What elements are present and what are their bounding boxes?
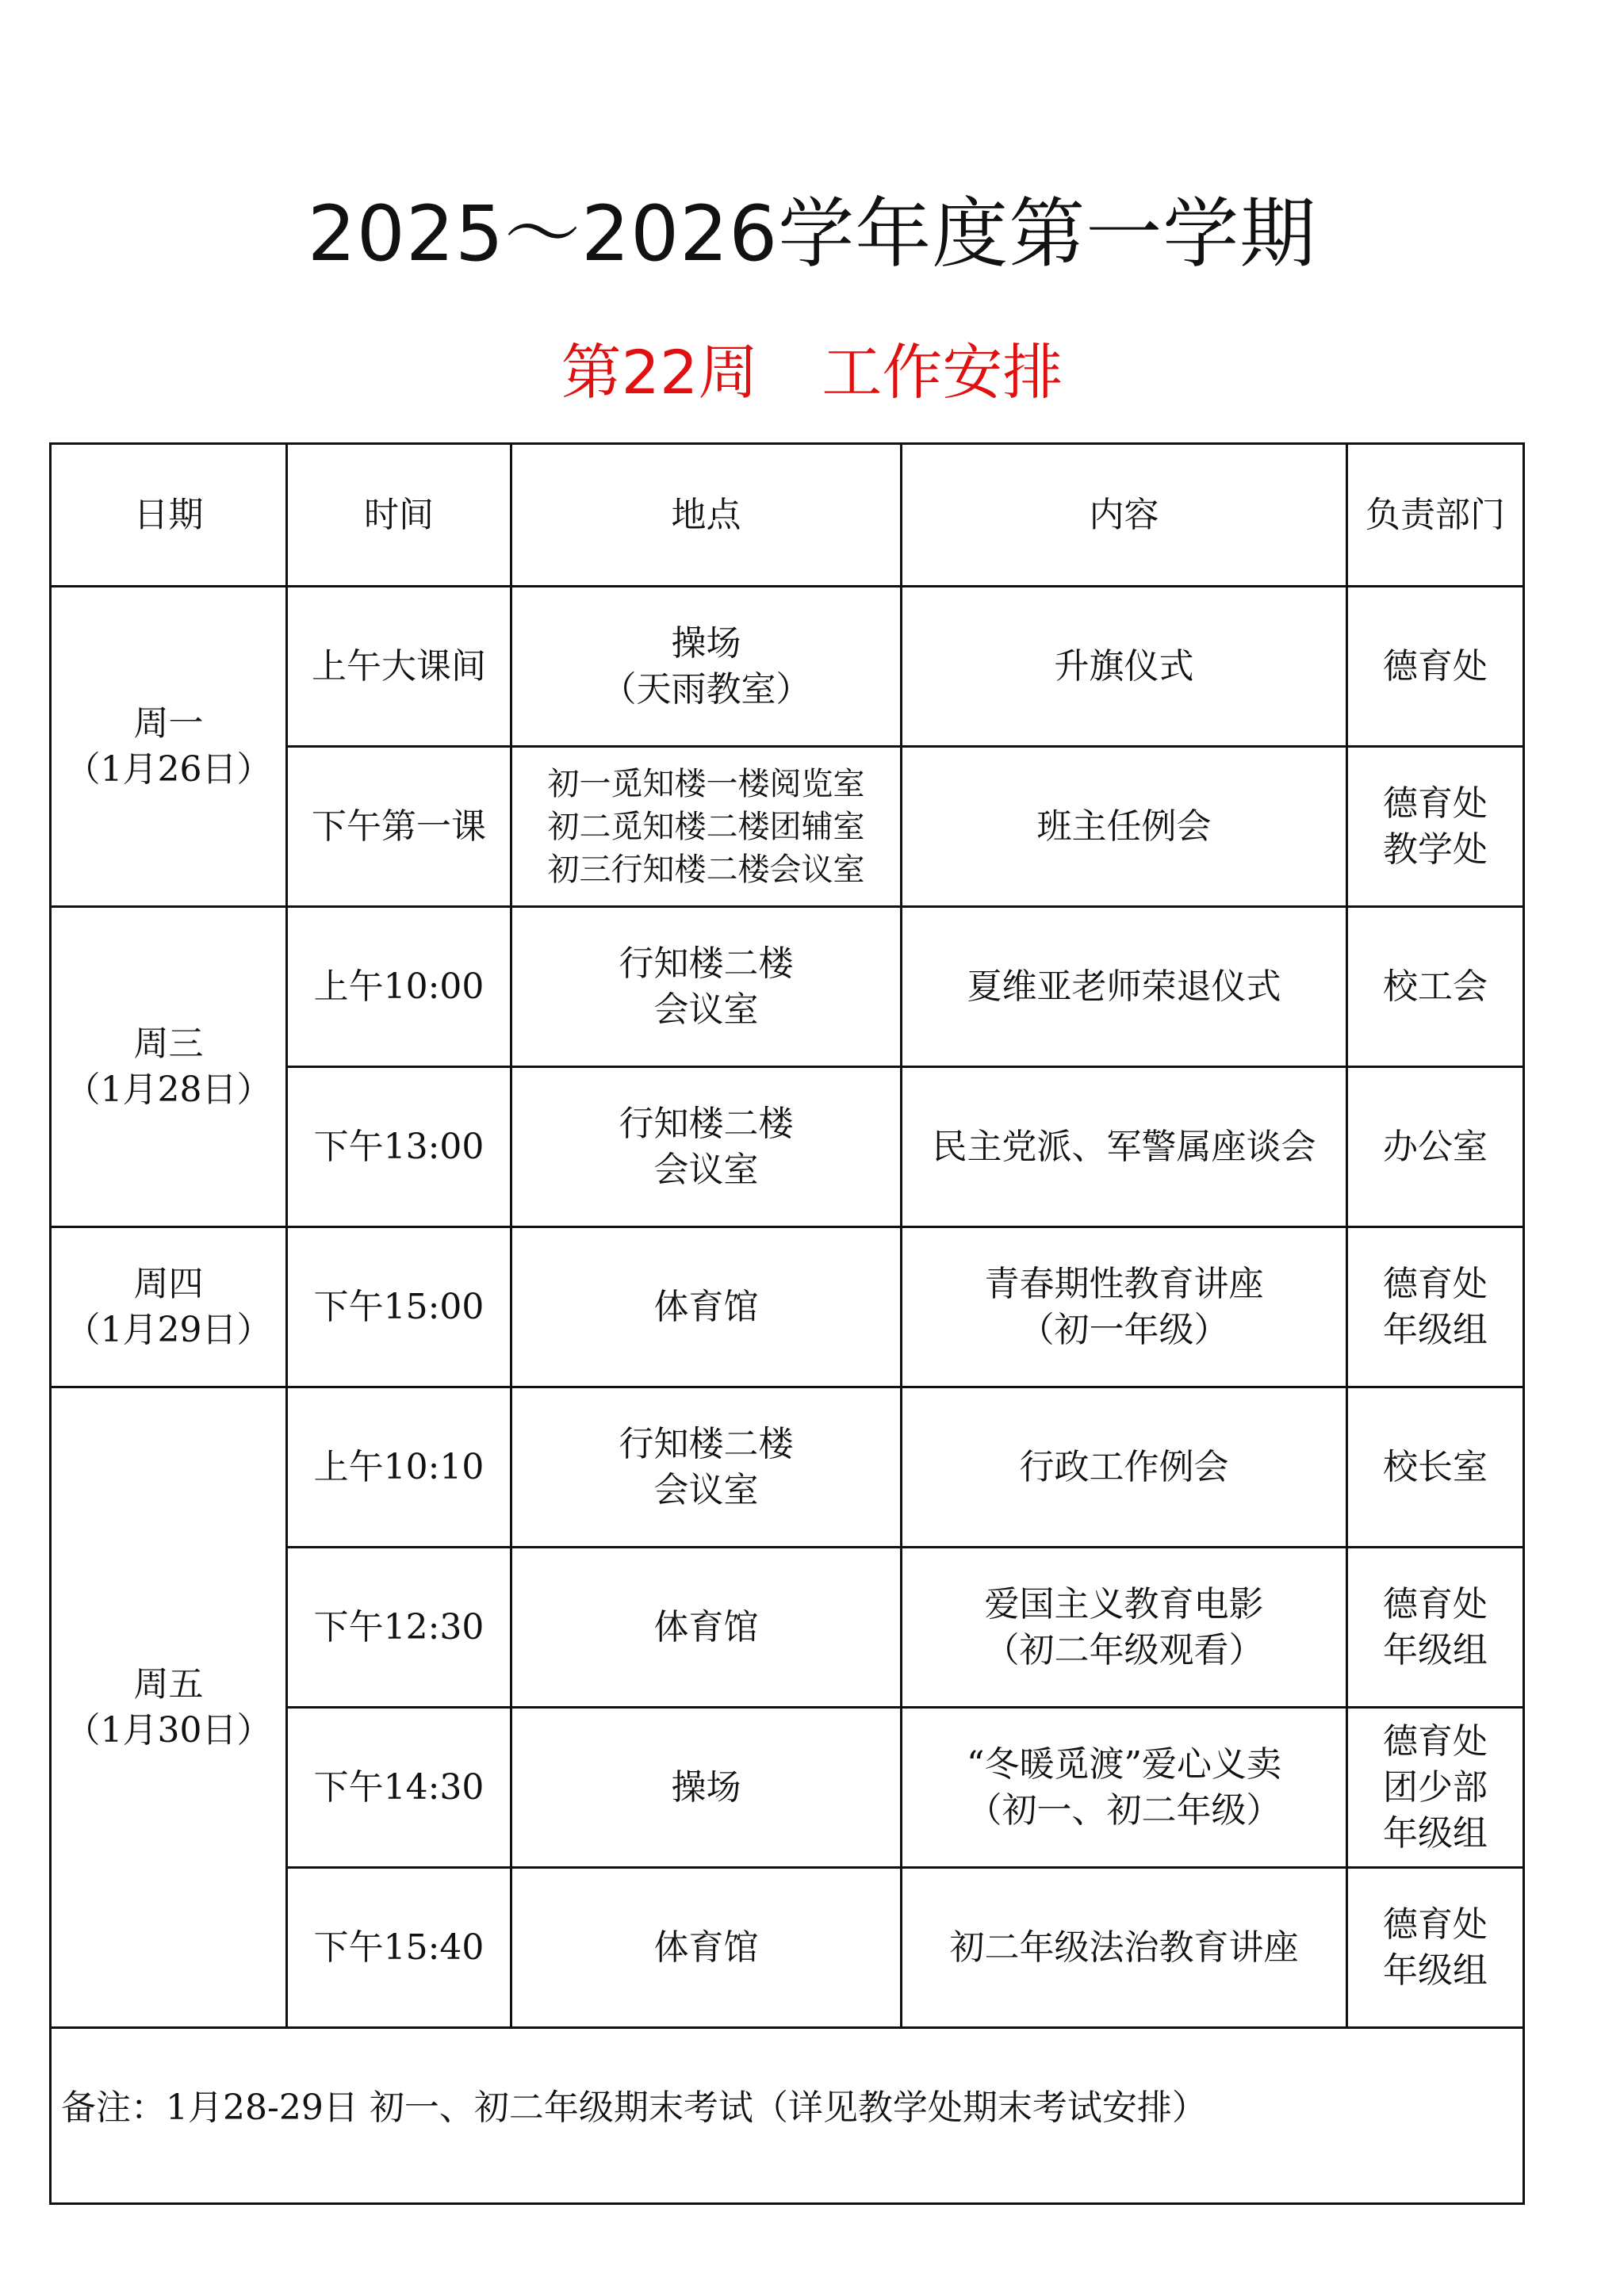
place-cell <box>511 1067 902 1227</box>
notes-row <box>51 2028 1524 2204</box>
cell-line: 操场 <box>671 622 741 664</box>
time-cell: 下午15:40 <box>287 1868 511 2028</box>
cell-line: 办公室 <box>1383 1126 1488 1167</box>
table-row <box>51 1227 1524 1387</box>
dept-cell <box>1347 1868 1524 2028</box>
cell-line: 会议室 <box>653 989 759 1030</box>
place-cell <box>511 747 902 907</box>
place-cell <box>511 907 902 1067</box>
calendar-date: （1月30日） <box>65 1709 272 1751</box>
date-cell <box>51 587 287 907</box>
weekday: 周五 <box>133 1663 204 1705</box>
date-cell <box>51 1227 287 1387</box>
cell-line: 行知楼二楼 <box>619 1103 794 1144</box>
weekday: 周一 <box>133 702 204 744</box>
cell-line: 班主任例会 <box>1036 806 1212 847</box>
table-row <box>51 1387 1524 1548</box>
schedule-table <box>49 442 1525 2205</box>
cell-line: 初二觅知楼二楼团辅室 <box>547 808 865 845</box>
calendar-date: （1月28日） <box>65 1069 272 1110</box>
table-header-row <box>51 444 1524 587</box>
page-title: 2025～2026学年度第一学期 <box>307 189 1317 278</box>
date-cell <box>51 1387 287 2028</box>
content-cell <box>902 587 1347 747</box>
content-cell <box>902 1548 1347 1708</box>
place-cell <box>511 587 902 747</box>
cell-line: （初一年级） <box>1019 1309 1229 1350</box>
cell-line: 年级组 <box>1383 1950 1488 1991</box>
cell-line: （初二年级观看） <box>984 1629 1264 1670</box>
content-cell <box>902 1708 1347 1868</box>
cell-line: 青春期性教育讲座 <box>984 1263 1264 1304</box>
time-cell: 上午10:00 <box>287 907 511 1067</box>
cell-line: 教学处 <box>1383 828 1488 870</box>
dept-cell <box>1347 747 1524 907</box>
cell-line: 德育处 <box>1383 1720 1488 1762</box>
cell-line: 会议室 <box>653 1149 759 1190</box>
time-cell: 下午15:00 <box>287 1227 511 1387</box>
cell-line: （初一、初二年级） <box>967 1789 1281 1831</box>
header-content: 内容 <box>902 444 1347 587</box>
time-cell: 下午14:30 <box>287 1708 511 1868</box>
cell-line: 德育处 <box>1383 645 1488 687</box>
cell-line: 德育处 <box>1383 1904 1488 1945</box>
time-cell: 下午13:00 <box>287 1067 511 1227</box>
cell-line: 行知楼二楼 <box>619 943 794 984</box>
time-cell: 下午12:30 <box>287 1548 511 1708</box>
place-cell <box>511 1387 902 1548</box>
cell-line: 行政工作例会 <box>1019 1446 1229 1487</box>
cell-line: 夏维亚老师荣退仪式 <box>967 966 1281 1007</box>
dept-cell <box>1347 1708 1524 1868</box>
subtitle-label: 工作安排 <box>822 337 1063 408</box>
dept-cell <box>1347 1548 1524 1708</box>
dept-cell <box>1347 587 1524 747</box>
header-dept: 负责部门 <box>1347 444 1524 587</box>
content-cell <box>902 1227 1347 1387</box>
content-cell <box>902 1067 1347 1227</box>
cell-line: 年级组 <box>1383 1629 1488 1670</box>
date-cell <box>51 907 287 1227</box>
time-cell: 上午大课间 <box>287 587 511 747</box>
time-cell: 下午第一课 <box>287 747 511 907</box>
cell-line: 团少部 <box>1383 1766 1488 1808</box>
weekday: 周四 <box>133 1263 204 1304</box>
cell-line: 民主党派、军警属座谈会 <box>932 1126 1316 1167</box>
place-cell <box>511 1548 902 1708</box>
cell-line: 年级组 <box>1383 1812 1488 1854</box>
table-row <box>51 587 1524 747</box>
place-cell <box>511 1868 902 2028</box>
cell-line: 年级组 <box>1383 1309 1488 1350</box>
cell-line: 体育馆 <box>653 1606 759 1647</box>
header-time: 时间 <box>287 444 511 587</box>
content-cell <box>902 747 1347 907</box>
content-cell <box>902 1868 1347 2028</box>
cell-line: 德育处 <box>1383 783 1488 824</box>
dept-cell <box>1347 1387 1524 1548</box>
cell-line: 体育馆 <box>653 1927 759 1968</box>
header-date: 日期 <box>51 444 287 587</box>
cell-line: 初三行知楼二楼会议室 <box>547 851 865 888</box>
cell-line: 德育处 <box>1383 1583 1488 1624</box>
cell-line: 爱国主义教育电影 <box>984 1583 1264 1624</box>
cell-line: “冬暖觅渡”爱心义卖 <box>967 1743 1281 1785</box>
cell-line: 初一觅知楼一楼阅览室 <box>547 765 865 802</box>
content-cell <box>902 907 1347 1067</box>
notes-cell: 备注：1月28-29日 初一、初二年级期末考试（详见教学处期末考试安排） <box>51 2028 1524 2204</box>
place-cell <box>511 1227 902 1387</box>
cell-line: （天雨教室） <box>601 668 811 710</box>
cell-line: 初二年级法治教育讲座 <box>949 1927 1299 1968</box>
page-subtitle <box>0 329 1624 416</box>
cell-line: 升旗仪式 <box>1054 645 1194 687</box>
week-number: 第22周 <box>561 337 759 408</box>
cell-line: 行知楼二楼 <box>619 1423 794 1464</box>
content-cell <box>902 1387 1347 1548</box>
table-row <box>51 907 1524 1067</box>
cell-line: 德育处 <box>1383 1263 1488 1304</box>
cell-line: 体育馆 <box>653 1286 759 1327</box>
cell-line: 校长室 <box>1383 1446 1488 1487</box>
cell-line: 会议室 <box>653 1469 759 1510</box>
schedule-body <box>51 587 1524 2028</box>
calendar-date: （1月26日） <box>65 748 272 790</box>
cell-line: 操场 <box>671 1766 741 1808</box>
cell-line: 校工会 <box>1383 966 1488 1007</box>
header-place: 地点 <box>511 444 902 587</box>
dept-cell <box>1347 1227 1524 1387</box>
dept-cell <box>1347 907 1524 1067</box>
calendar-date: （1月29日） <box>65 1309 272 1350</box>
weekday: 周三 <box>133 1023 204 1064</box>
dept-cell <box>1347 1067 1524 1227</box>
place-cell <box>511 1708 902 1868</box>
time-cell: 上午10:10 <box>287 1387 511 1548</box>
